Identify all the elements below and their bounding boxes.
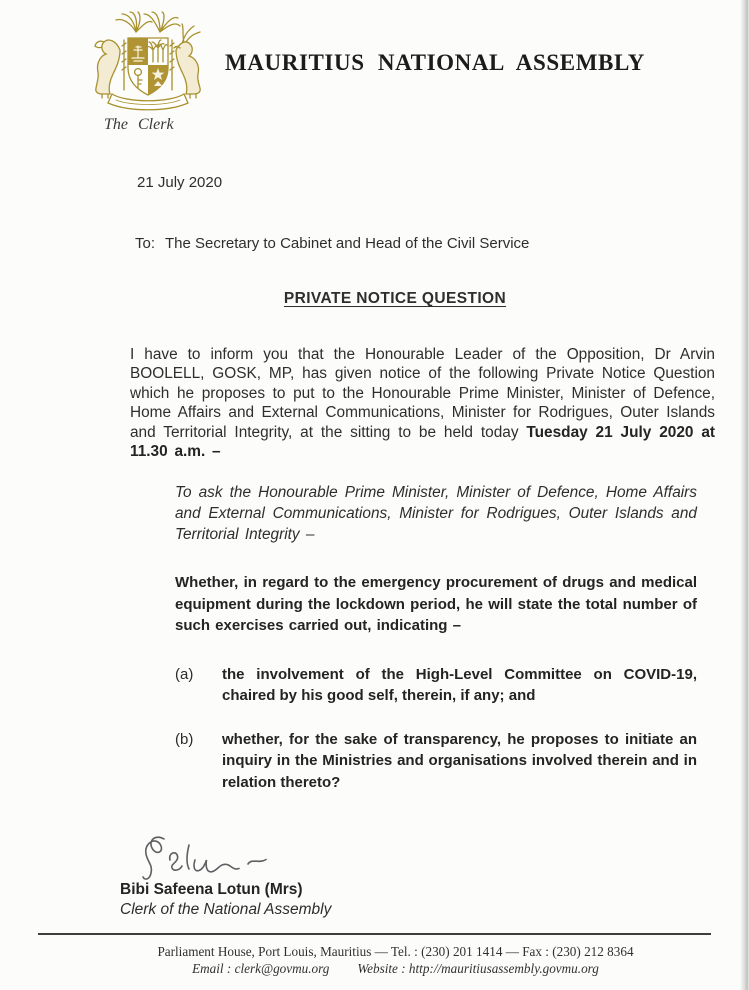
subject-heading: PRIVATE NOTICE QUESTION [283,290,507,307]
question-stem: Whether, in regard to the emergency procurement of drugs and medical equipment during the lockdown period, he will state the total number of such exercises carried out, indicating – [175,574,697,635]
recipient-name: The Secretary to Cabinet and Head of the Civil Service [165,235,530,252]
handwritten-signature-icon [132,833,272,885]
mauritius-coat-of-arms-icon [86,10,212,122]
item-label: (b) [175,730,194,748]
website-url: http://mauritiusassembly.govmu.org [408,961,599,976]
footer-address-line: Parliament House, Port Louis, Mauritius — Tel. : (230) 201 1414 — Fax : (230) 212 8364 [157,944,634,959]
item-label: (a) [175,665,194,683]
item-text: the involvement of the High-Level Committee on COVID-19, chaired by his good self, therein, if any; and [222,665,697,705]
letter-body [120,174,715,919]
letter-date: 21 July 2020 [137,174,223,191]
website-label: Website : [357,961,409,976]
item-text: whether, for the sake of transparency, he proposes to initiate an inquiry in the Ministries and organisations involved therein and in relation thereto? [222,730,697,791]
question-preamble: To ask the Honourable Prime Minister, Minister of Defence, Home Affairs and External Communications, Minister for Rodrigues, Outer Islands and Territorial Integrity – [175,484,697,544]
footer-contact [42,943,749,977]
question-block [175,482,697,793]
recipient-line [135,235,715,252]
email-label: Email : [192,961,235,976]
intro-text: I have to inform you that the Honourable Leader of the Opposition, Dr Arvin BOOLELL, GOSK, MP, has given notice of the following Private Notice Question which he proposes to put to the Honourable Prime Minister, Minister of Defence, Home Affairs and External Communications, Minister for Rodrigues, Outer Islands and Territorial Integrity, at the sitting to be held today [130,346,715,441]
sender-title: The Clerk [104,116,174,133]
footer-online-line [42,960,749,977]
email-address: clerk@govmu.org [234,961,330,976]
question-item-b [175,729,697,794]
signatory-title: Clerk of the National Assembly [120,901,332,919]
organization-title: MAURITIUS NATIONAL ASSEMBLY [225,50,646,75]
signatory-name: Bibi Safeena Lotun (Mrs) [120,881,303,899]
scan-edge-shadow [740,0,749,990]
question-item-a [175,664,697,707]
signature-block [120,833,715,919]
sitting-datetime: Tuesday 21 July 2020 at 11.30 a.m. – [130,423,715,461]
footer-divider [38,933,711,935]
to-label: To: [135,235,156,252]
intro-paragraph [130,345,715,461]
